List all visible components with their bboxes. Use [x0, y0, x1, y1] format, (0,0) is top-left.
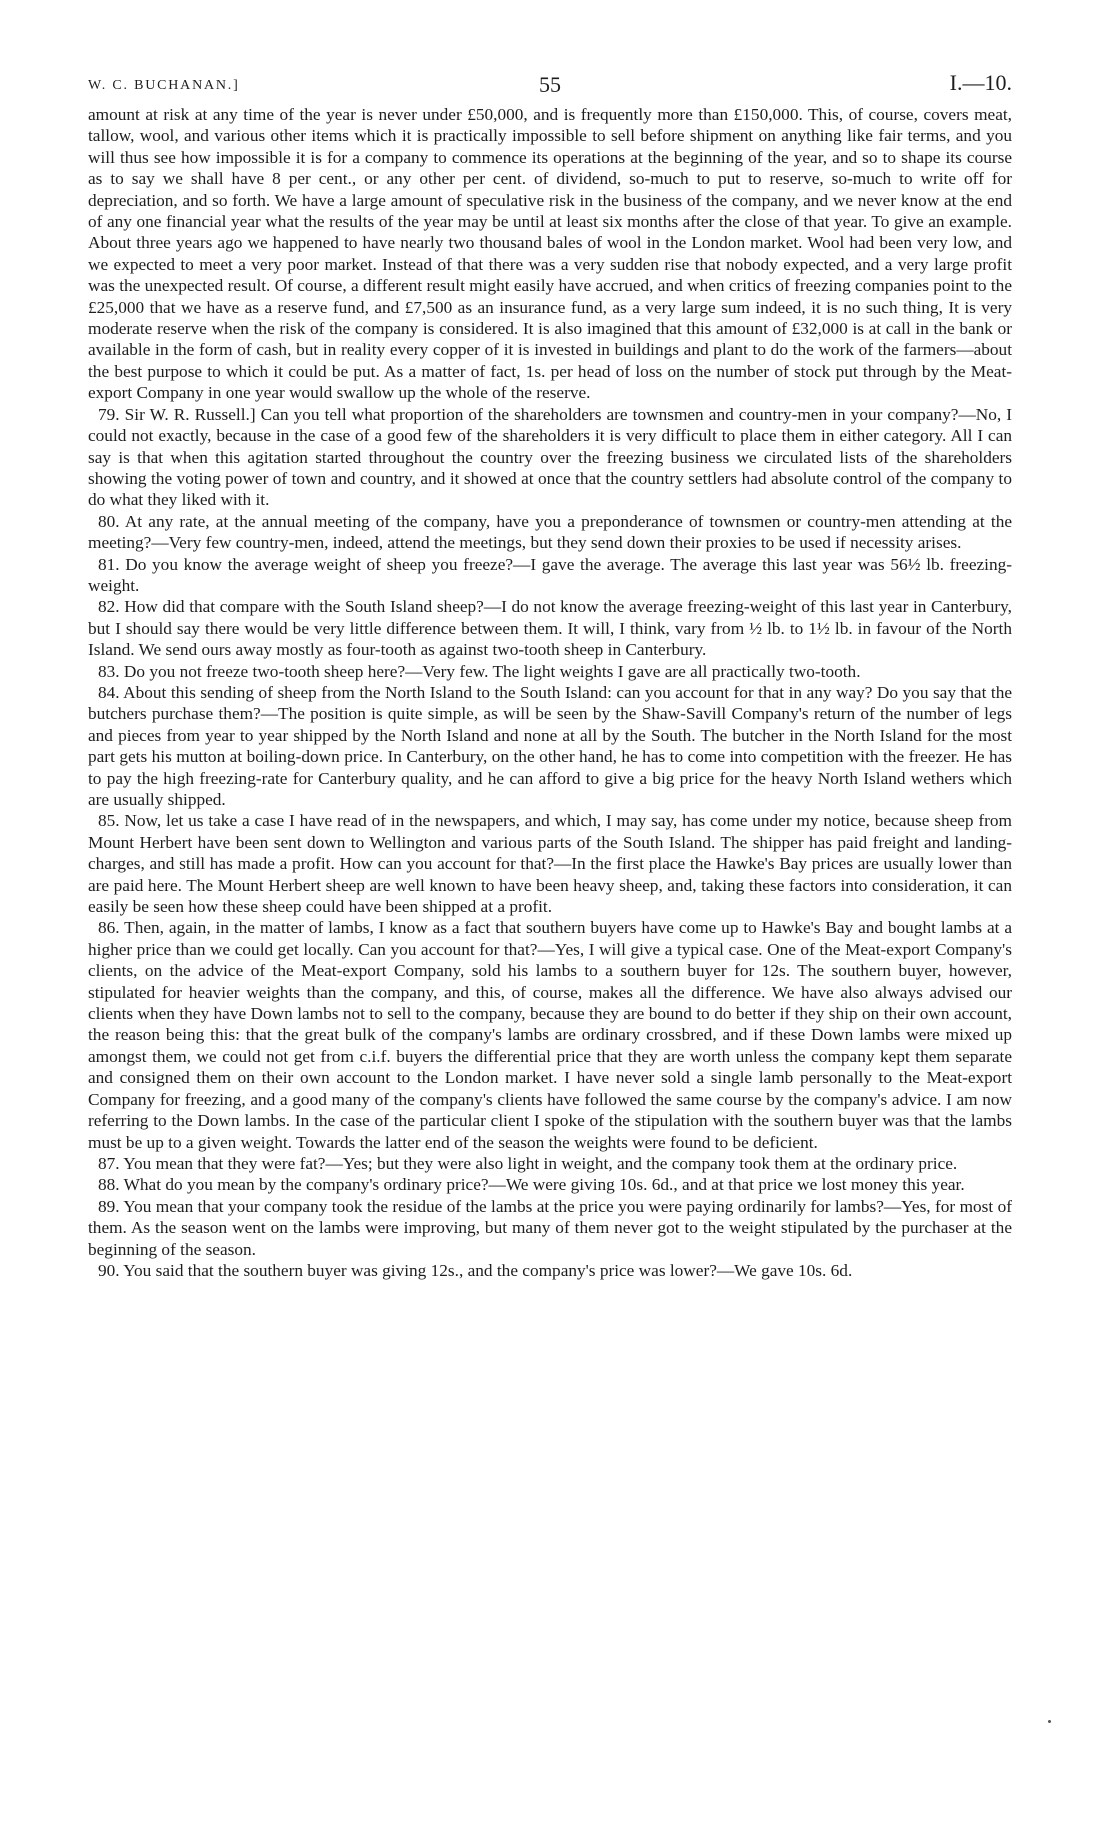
- paragraph-continued: amount at risk at any time of the year is never under £50,000, and is frequently more than £150,000. This, of course, covers meat, tallow, wool, and various other items which it is practically impossible to sell before shipment on anything like fair terms, and you will thus see how impossible it is for a company to commence its operations at the beginning of the year, and so to shape its course as to say we shall have 8 per cent., or any other per cent. of dividend, so-much to put to reserve, so-much to write off for depreciation, and so forth. We have a large amount of speculative risk in the business of the company, and we never know at the end of any one financial year what the results of the year may be until at least six months after the close of that year. To give an example. About three years ago we happened to have nearly two thousand bales of wool in the London market. Wool had been very low, and we expected to meet a very poor market. Instead of that there was a very sudden rise that nobody expected, and a very large profit was the unexpected result. Of course, a different result might easily have accrued, and when critics of freezing companies point to the £25,000 that we have as a reserve fund, and £7,500 as an insurance fund, as a very large sum indeed, it is no such thing, It is very moderate reserve when the risk of the company is considered. It is also imagined that this amount of £32,000 is at call in the bank or available in the form of cash, but in reality every copper of it is invested in buildings and plant to do the work of the farmers—about the best purpose to which it could be put. As a matter of fact, 1s. per head of loss on the number of stock put through by the Meat-export Company in one year would swallow up the whole of the reserve.: [88, 105, 1012, 403]
- page-header: [88, 64, 1012, 104]
- paragraph-83: 83. Do you not freeze two-tooth sheep here?—Very few. The light weights I gave are all practically two-tooth.: [98, 661, 861, 681]
- ink-speck: [1048, 1720, 1051, 1723]
- testimony-body: [88, 104, 1012, 1281]
- paragraph-85: 85. Now, let us take a case I have read of in the newspapers, and which, I may say, has come under my notice, because sheep from Mount Herbert have been sent down to Wellington and various parts of the South Island. The shipper has paid freight and landing-charges, and still has made a profit. How can you account for that?—In the first place the Hawke's Bay prices are usually lower than are paid here. The Mount Herbert sheep are well known to have been heavy sheep, and, taking these factors into consideration, it can easily be seen how these sheep could have been shipped at a profit.: [88, 811, 1012, 917]
- paragraph-82: 82. How did that compare with the South Island sheep?—I do not know the average freezing-weight of this last year in Canterbury, but I should say there would be very little difference between them. It will, I think, vary from ½ lb. to 1½ lb. in favour of the North Island. We send ours away mostly as four-tooth as against two-tooth sheep in Canterbury.: [88, 597, 1012, 660]
- paragraph-84: 84. About this sending of sheep from the North Island to the South Island: can you account for that in any way? Do you say that the butchers purchase them?—The position is quite simple, as will be seen by the Shaw-Savill Company's return of the number of legs and pieces from year to year shipped by the North Island and none at all by the South. The butcher in the North Island for the most part gets his mutton at boiling-down price. In Canterbury, on the other hand, he has to come into competition with the freezer. He has to pay the high freezing-rate for Canterbury quality, and he can afford to give a big price for the heavy North Island wethers which are usually shipped.: [88, 682, 1012, 809]
- paragraph-79: 79. Sir W. R. Russell.] Can you tell what proportion of the shareholders are townsmen and country-men in your company?—No, I could not exactly, because in the case of a good few of the shareholders it is very difficult to place them in either category. All I can say is that when this agitation started throughout the country over the freezing business we circulated lists of the shareholders showing the voting power of town and country, and it showed at once that the country settlers had absolute control of the company to do what they liked with it.: [88, 404, 1012, 510]
- paragraph-87: 87. You mean that they were fat?—Yes; but they were also light in weight, and the company took them at the ordinary price.: [98, 1153, 958, 1173]
- witness-name: W. C. BUCHANAN.]: [88, 78, 240, 93]
- paragraph-89: 89. You mean that your company took the residue of the lambs at the price you were paying ordinarily for lambs?—Yes, for most of them. As the season went on the lambs were improving, but many of them never got to the weight stipulated by the purchaser at the beginning of the season.: [88, 1196, 1012, 1259]
- document-page: [88, 64, 1012, 1281]
- paragraph-81: 81. Do you know the average weight of sheep you freeze?—I gave the average. The average this last year was 56½ lb. freezing-weight.: [88, 554, 1012, 595]
- page-number: 55: [539, 72, 561, 97]
- paragraph-90: 90. You said that the southern buyer was giving 12s., and the company's price was lower?—We gave 10s. 6d.: [98, 1260, 853, 1280]
- paragraph-86: 86. Then, again, in the matter of lambs, I know as a fact that southern buyers have come up to Hawke's Bay and bought lambs at a higher price than we could get locally. Can you account for that?—Yes, I will give a typical case. One of the Meat-export Company's clients, on the advice of the Meat-export Company, sold his lambs to a southern buyer for 12s. The southern buyer, however, stipulated for heavier weights than the company, and this, of course, makes all the difference. We have also always advised our clients when they have Down lambs not to sell to the company, because they are bound to do better if they ship on their own account, the reason being this: that the great bulk of the company's lambs are ordinary crossbred, and if these Down lambs were mixed up amongst them, we could not get from c.i.f. buyers the differential price that they are worth unless the company kept them separate and consigned them on their own account to the London market. I have never sold a single lamb personally to the Meat-export Company for freezing, and a good many of the company's clients have followed the same course by the company's advice. I am now referring to the Down lambs. In the case of the particular client I spoke of the stipulation with the southern buyer was that the lambs must be up to a given weight. Towards the latter end of the season the weights were found to be deficient.: [88, 918, 1012, 1152]
- paragraph-80: 80. At any rate, at the annual meeting of the company, have you a preponderance of townsmen or country-men attending at the meeting?—Very few country-men, indeed, attend the meetings, but they send down their proxies to be used if necessity arises.: [88, 511, 1012, 553]
- paragraph-88: 88. What do you mean by the company's ordinary price?—We were giving 10s. 6d., and at that price we lost money this year.: [98, 1175, 965, 1195]
- document-reference: I.—10.: [949, 70, 1012, 95]
